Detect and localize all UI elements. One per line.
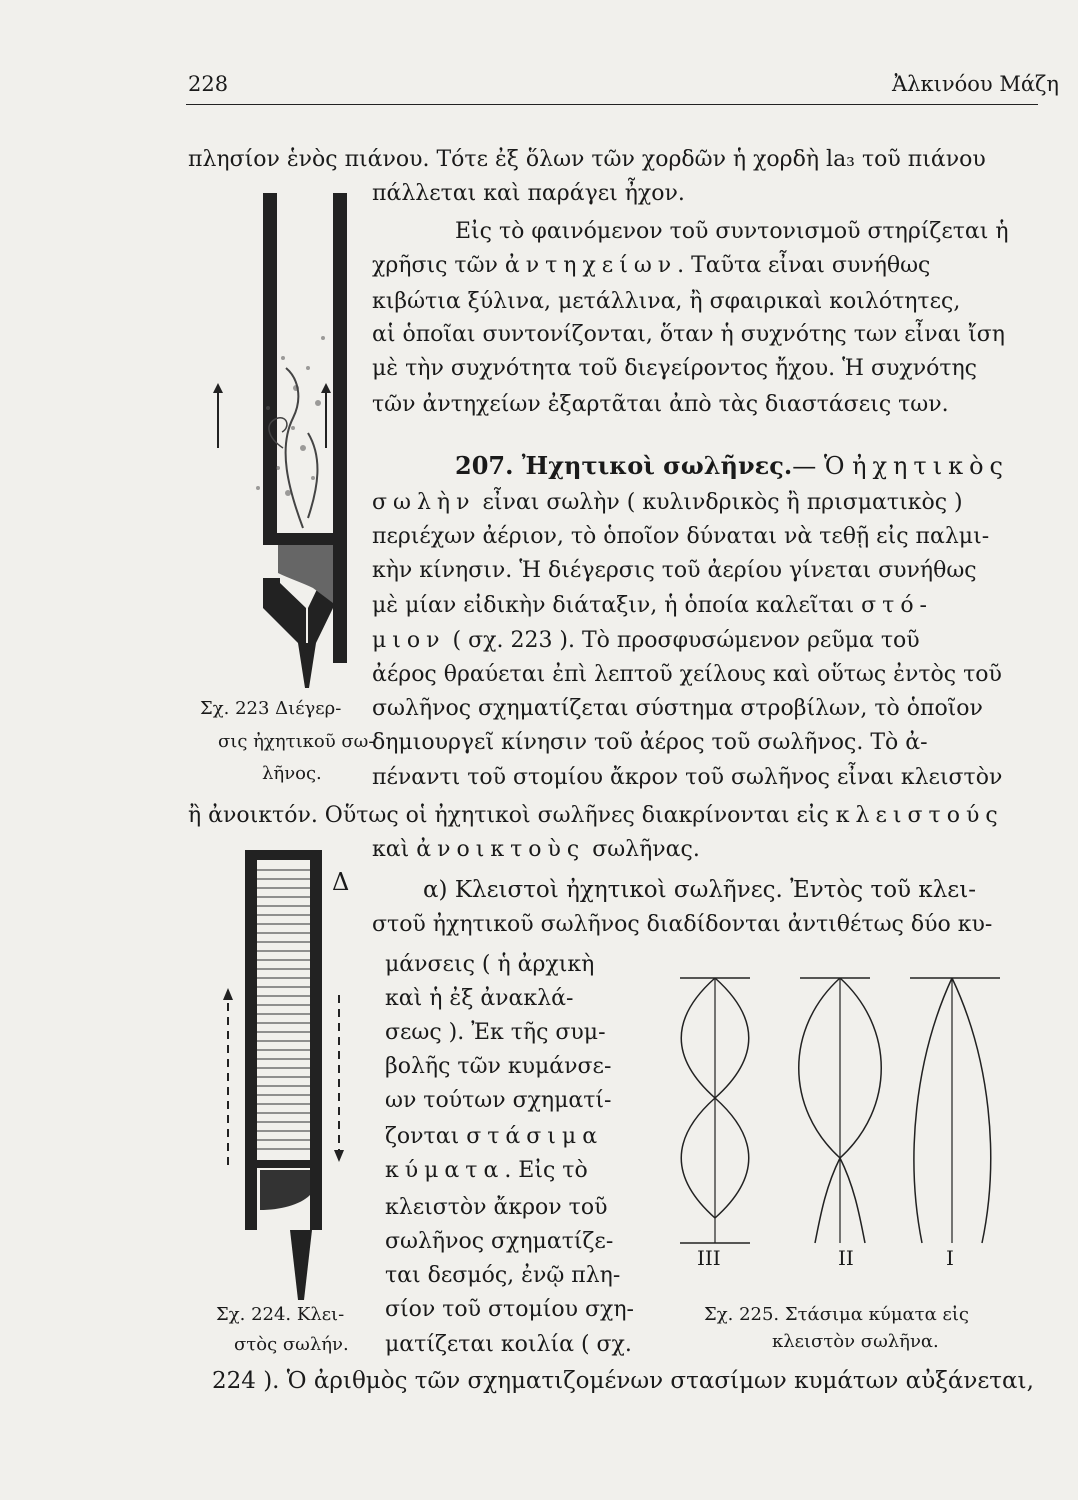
text-span: . Εἰς τὸ	[504, 1158, 588, 1183]
text-line	[372, 253, 930, 279]
header-rule	[186, 104, 1038, 105]
spaced-term: σωλὴν	[372, 490, 476, 515]
fig225-standing-waves-illustration	[660, 958, 1030, 1258]
text-line: σωλῆνος σχηματίζεται σύστημα στροβίλων, τὸ ὁποῖον	[372, 696, 983, 721]
text-line: 224 ). Ὁ ἀριθμὸς τῶν σχηματιζομένων στασίμων κυμάτων αὐξάνεται,	[212, 1368, 1034, 1394]
section-title: 207. Ἠχητικοὶ σωλῆνες.	[455, 451, 793, 480]
spaced-term: κλειστούς	[835, 803, 1004, 828]
fig225-caption-line2: κλειστὸν σωλῆνα.	[772, 1331, 939, 1352]
text-line: ων τούτων σχηματί-	[385, 1088, 612, 1113]
spaced-term: μιον	[372, 628, 446, 653]
text-span: ( σχ. 223 ). Τὸ προσφυσώμενον ρεῦμα τοῦ	[445, 628, 920, 653]
text-line	[385, 1124, 603, 1150]
text-line: Εἰς τὸ φαινόμενον τοῦ συντονισμοῦ στηρίζεται ἡ	[455, 219, 1009, 244]
page-number: 228	[188, 72, 229, 96]
fig224-caption-line2: στὸς σωλήν.	[234, 1334, 349, 1355]
text-span: μὲ μίαν εἰδικὴν διάταξιν, ἡ ὁποία καλεῖται	[372, 593, 862, 618]
text-span: χρῆσις τῶν	[372, 253, 505, 278]
text-span: καὶ	[372, 837, 417, 862]
text-line: στοῦ ἠχητικοῦ σωλῆνος διαδίδονται ἀντιθέτως δύο κυ-	[372, 912, 993, 937]
text-line: α) Κλειστοὶ ἠχητικοὶ σωλῆνες. Ἐντὸς τοῦ κλει-	[423, 877, 976, 903]
text-span: . Ταῦτα εἶναι συνήθως	[677, 253, 931, 278]
text-span: ζονται	[385, 1124, 467, 1149]
text-line: σίον τοῦ στομίου σχη-	[385, 1297, 634, 1322]
text-line: πάλλεται καὶ παράγει ἦχον.	[372, 181, 685, 206]
spaced-term: στάσιμα	[466, 1124, 604, 1149]
text-line: κλειστὸν ἄκρον τοῦ	[385, 1195, 608, 1220]
fig223-airflow-arrow	[298, 640, 318, 690]
spaced-term: ἠχητικὸς	[852, 452, 1009, 480]
text-line: μάνσεις ( ἡ ἀρχικὴ	[385, 952, 595, 977]
fig224-closed-pipe-illustration	[210, 845, 370, 1305]
fig225-label-I: I	[946, 1246, 954, 1270]
spaced-term: στό-	[861, 593, 933, 618]
text-line: τῶν ἀντηχείων ἐξαρτᾶται ἀπὸ τὰς διαστάσεις των.	[372, 392, 949, 417]
fig225-caption-line1: Σχ. 225. Στάσιμα κύματα εἰς	[704, 1304, 969, 1325]
text-line: αἱ ὁποῖαι συντονίζονται, ὅταν ἡ συχνότης των εἶναι ἴση	[372, 322, 1005, 347]
spaced-term: ἀνοικτοὺς	[416, 837, 586, 862]
text-line: ματίζεται κοιλία ( σχ.	[385, 1332, 632, 1357]
text-line: μὲ τὴν συχνότητα τοῦ διεγείροντος ἤχου. Ἡ συχνότης	[372, 356, 977, 381]
fig223-caption-line3: λῆνος.	[262, 763, 322, 784]
text-line	[372, 628, 920, 654]
fig225-label-III: III	[697, 1246, 721, 1270]
text-line: σωλῆνος σχηματίζε-	[385, 1229, 614, 1254]
spaced-term: κύματα	[385, 1158, 505, 1183]
text-line	[385, 1158, 588, 1184]
running-title: Ἀλκινόου Μάζη	[892, 72, 1059, 96]
text-line	[372, 837, 700, 863]
text-line: ἀέρος θραύεται ἐπὶ λεπτοῦ χείλους καὶ οὕτως ἐντὸς τοῦ	[372, 662, 1002, 687]
section-heading	[455, 453, 1009, 479]
fig223-caption-line1: Σχ. 223 Διέγερ-	[200, 698, 342, 719]
text-line: σεως ). Ἐκ τῆς συμ-	[385, 1020, 606, 1045]
text-span: εἶναι σωλὴν ( κυλινδρικὸς ἢ πρισματικὸς )	[475, 490, 963, 515]
text-line: πέναντι τοῦ στομίου ἄκρον τοῦ σωλῆνος εἶναι κλειστὸν	[372, 765, 1003, 790]
text-span: σωλῆνας.	[585, 837, 700, 862]
text-line	[372, 490, 963, 516]
text-line: δημιουργεῖ κίνησιν τοῦ ἀέρος τοῦ σωλῆνος. Τὸ ἀ-	[372, 730, 928, 755]
fig223-pipe-illustration	[208, 188, 358, 688]
text-line	[188, 803, 1004, 829]
fig223-caption-line2: σις ἠχητικοῦ σω-	[218, 731, 375, 752]
text-span: — Ὁ	[792, 452, 853, 480]
text-line: κιβώτια ξύλινα, μετάλλινα, ἢ σφαιρικαὶ κοιλότητες,	[372, 289, 961, 314]
text-line: καὶ ἡ ἐξ ἀνακλά-	[385, 986, 574, 1011]
text-line: βολῆς τῶν κυμάνσε-	[385, 1054, 612, 1079]
text-line: πλησίον ἑνὸς πιάνου. Τότε ἐξ ὅλων τῶν χορδῶν ἡ χορδὴ la₃ τοῦ πιάνου	[188, 147, 986, 172]
text-line: κὴν κίνησιν. Ἡ διέγερσις τοῦ ἀερίου γίνεται συνήθως	[372, 558, 977, 583]
fig224-label-delta: Δ	[332, 868, 350, 896]
fig225-label-II: II	[838, 1246, 854, 1270]
spaced-term: ἀντηχείων	[504, 253, 678, 278]
text-span: ἢ ἀνοικτόν. Οὕτως οἱ ἠχητικοὶ σωλῆνες διακρίνονται εἰς	[188, 803, 836, 828]
text-line: ται δεσμός, ἐνῷ πλη-	[385, 1263, 621, 1288]
fig224-caption-line1: Σχ. 224. Κλει-	[216, 1304, 345, 1325]
text-line	[372, 593, 933, 619]
text-line: περιέχων ἀέριον, τὸ ὁποῖον δύναται νὰ τεθῇ εἰς παλμι-	[372, 524, 990, 549]
